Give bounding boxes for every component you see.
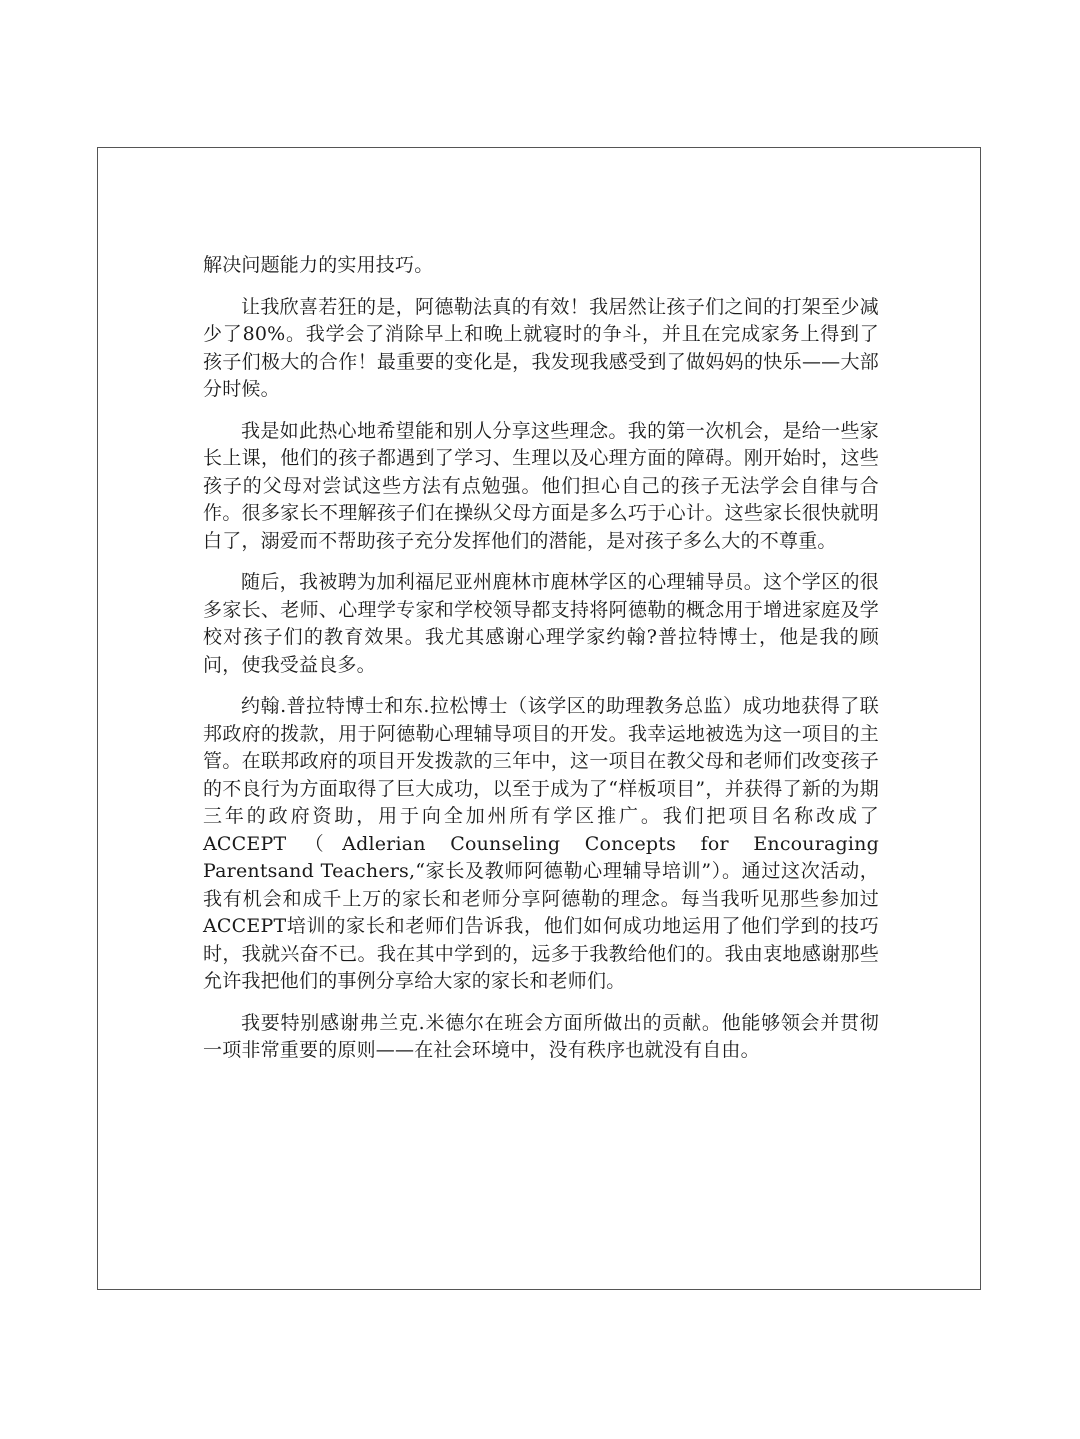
paragraph: 约翰.普拉特博士和东.拉松博士（该学区的助理教务总监）成功地获得了联邦政府的拨款，用于阿德勒心理辅导项目的开发。我幸运地被选为这一项目的主管。在联邦政府的项目开发拨款的三年中，这一项目在教父母和老师们改变孩子的不良行为方面取得了巨大成功，以至于成为了“样板项目”，并获得了新的为期三年的政府资助，用于向全加州所有学区推广。我们把项目名称改成了ACCEPT（Adlerian Counseling Concepts for Encouraging Parentsand Teachers,“家长及教师阿德勒心理辅导培训”）。通过这次活动，我有机会和成千上万的家长和老师分享阿德勒的理念。每当我听见那些参加过ACCEPT培训的家长和老师们告诉我，他们如何成功地运用了他们学到的技巧时，我就兴奋不已。我在其中学到的，远多于我教给他们的。我由衷地感谢那些允许我把他们的事例分享给大家的家长和老师们。 — [203, 695, 879, 992]
paragraph: 我要特别感谢弗兰克.米德尔在班会方面所做出的贡献。他能够领会并贯彻一项非常重要的原则——在社会环境中，没有秩序也就没有自由。 — [203, 1011, 879, 1061]
paragraph: 解决问题能力的实用技巧。 — [203, 254, 434, 276]
paragraph: 让我欣喜若狂的是，阿德勒法真的有效！我居然让孩子们之间的打架至少减少了80%。我学会了消除早上和晚上就寝时的争斗，并且在完成家务上得到了孩子们极大的合作！最重要的变化是，我发现我感受到了做妈妈的快乐——大部分时候。 — [203, 295, 879, 400]
document-body — [203, 252, 879, 1079]
paragraph: 我是如此热心地希望能和别人分享这些理念。我的第一次机会，是给一些家长上课，他们的孩子都遇到了学习、生理以及心理方面的障碍。刚开始时，这些孩子的父母对尝试这些方法有点勉强。他们担心自己的孩子无法学会自律与合作。很多家长不理解孩子们在操纵父母方面是多么巧于心计。这些家长很快就明白了，溺爱而不帮助孩子充分发挥他们的潜能，是对孩子多么大的不尊重。 — [203, 419, 879, 552]
paragraph: 随后，我被聘为加利福尼亚州鹿林市鹿林学区的心理辅导员。这个学区的很多家长、老师、心理学专家和学校领导都支持将阿德勒的概念用于增进家庭及学校对孩子们的教育效果。我尤其感谢心理学家约翰?普拉特博士，他是我的顾问，使我受益良多。 — [203, 571, 879, 676]
